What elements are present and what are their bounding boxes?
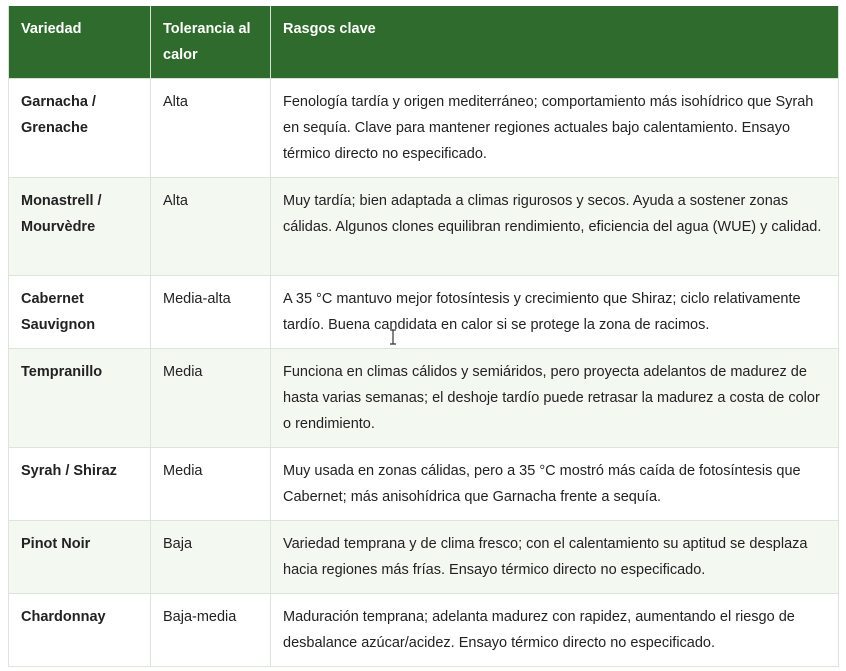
traits-cell: Muy usada en zonas cálidas, pero a 35 °C mostró más caída de fotosíntesis que Cabernet; más anisohídrica que Garnacha frente a sequía. (271, 448, 839, 521)
traits-cell: Maduración temprana; adelanta madurez con rapidez, aumentando el riesgo de desbalance azúcar/acidez. Ensayo térmico directo no especificado. (271, 594, 839, 667)
table-row (9, 521, 839, 594)
grape-varieties-table (8, 6, 839, 667)
traits-cell: Variedad temprana y de clima fresco; con el calentamiento su aptitud se desplaza hacia regiones más frías. Ensayo térmico directo no especificado. (271, 521, 839, 594)
table-row (9, 79, 839, 178)
varieties-table-container (8, 6, 838, 667)
table-header (9, 6, 839, 79)
header-heat-tolerance: Tolerancia al calor (151, 6, 271, 79)
tolerance-cell: Baja (151, 521, 271, 594)
variety-cell: Garnacha / Grenache (9, 79, 151, 178)
traits-cell: Fenología tardía y origen mediterráneo; comportamiento más isohídrico que Syrah en sequía. Clave para mantener regiones actuales bajo calentamiento. Ensayo térmico directo no especificado. (271, 79, 839, 178)
tolerance-cell: Baja-media (151, 594, 271, 667)
tolerance-cell: Media (151, 349, 271, 448)
tolerance-cell: Media (151, 448, 271, 521)
table-row (9, 349, 839, 448)
header-variety: Variedad (9, 6, 151, 79)
variety-cell: Cabernet Sauvignon (9, 276, 151, 349)
tolerance-cell: Alta (151, 178, 271, 276)
variety-cell: Tempranillo (9, 349, 151, 448)
variety-cell: Monastrell / Mourvèdre (9, 178, 151, 276)
table-row (9, 276, 839, 349)
header-key-traits: Rasgos clave (271, 6, 839, 79)
table-body (9, 79, 839, 667)
variety-cell: Chardonnay (9, 594, 151, 667)
table-row (9, 594, 839, 667)
variety-cell: Syrah / Shiraz (9, 448, 151, 521)
variety-cell: Pinot Noir (9, 521, 151, 594)
tolerance-cell: Alta (151, 79, 271, 178)
table-row (9, 178, 839, 276)
traits-cell: Funciona en climas cálidos y semiáridos, pero proyecta adelantos de madurez de hasta varias semanas; el deshoje tardío puede retrasar la madurez a costa de color o rendimiento. (271, 349, 839, 448)
traits-cell: A 35 °C mantuvo mejor fotosíntesis y crecimiento que Shiraz; ciclo relativamente tardío. Buena candidata en calor si se protege la zona de racimos. (271, 276, 839, 349)
traits-cell: Muy tardía; bien adaptada a climas rigurosos y secos. Ayuda a sostener zonas cálidas. Algunos clones equilibran rendimiento, eficiencia del agua (WUE) y calidad. (271, 178, 839, 276)
table-row (9, 448, 839, 521)
header-row (9, 6, 839, 79)
tolerance-cell: Media-alta (151, 276, 271, 349)
